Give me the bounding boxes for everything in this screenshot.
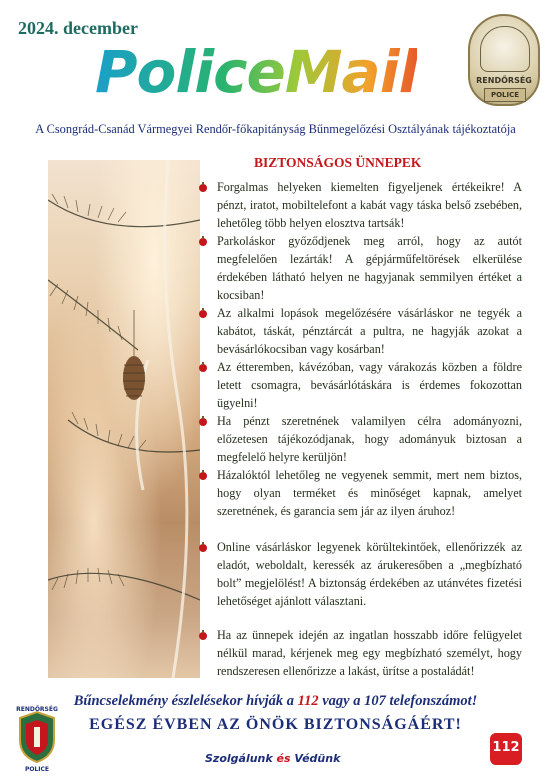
article-heading: BIZTONSÁGOS ÜNNEPEK	[254, 155, 422, 170]
shield-label: RENDŐRSÉG	[16, 706, 58, 713]
ornament-bullet-icon	[197, 234, 211, 248]
footer-motto: EGÉSZ ÉVBEN AZ ÖNÖK BIZTONSÁGÁÉRT!	[89, 716, 462, 733]
ornament-bullet-icon	[197, 468, 211, 482]
ornament-bullet-icon	[197, 180, 211, 194]
badge-crest-icon	[480, 26, 530, 72]
ornament-bullet-icon	[197, 414, 211, 428]
issue-date: 2024. december	[18, 18, 138, 38]
ornament-bullet-icon	[197, 628, 211, 642]
newsletter-subtitle: A Csongrád-Csanád Vármegyei Rendőr-főkapitányság Bűnmegelőzési Osztályának tájékoztatója	[35, 122, 516, 136]
tip-paragraph: Forgalmas helyeken kiemelten figyeljenek értékeikre! A pénzt, iratot, mobiltelefont a kabát vagy táska belső zsebében, lehetőleg több helyen elosztva tartsák!	[217, 180, 522, 230]
ornament-bullet-icon	[197, 360, 211, 374]
shield-sub-label: POLICE	[24, 766, 50, 773]
badge-label: RENDŐRSÉG	[476, 76, 532, 85]
slogan-part-b: Védünk	[290, 752, 341, 765]
ornament-bullet-icon	[197, 306, 211, 320]
tip-paragraph: Ha pénzt szeretnének valamilyen célra adományozni, előzetesen tájékozódjanak, hogy adományuk biztosan a megfelelő helyre kerüljön!	[217, 414, 522, 464]
pine-branch-illustration	[48, 160, 200, 678]
policemail-logo: PoliceMail	[95, 38, 418, 106]
pine-cone-icon	[123, 356, 145, 400]
badge-sub-label: POLICE	[484, 88, 526, 102]
tip-paragraph: Az alkalmi lopások megelőzésére vásárláskor ne tegyék a kabátot, táskát, pénztárcát a pultra, ne hagyják azokat a bevásárlókocsiban vagy kosárban!	[217, 306, 522, 356]
tip-paragraph: Online vásárláskor legyenek körültekintőek, ellenőrizzék az eladót, weboldalt, keressék az árukeresőben a „megbízható bolt” megjelölést! A biztonság érdekében az utánvétes fizetési lehetőséget ajánlott választani.	[217, 540, 522, 608]
christmas-branch-photo	[48, 160, 200, 678]
slogan-part-a: Szolgálunk	[205, 752, 277, 765]
police-shield-logo	[16, 710, 58, 764]
emergency-call-notice	[0, 693, 551, 710]
call-suffix: vagy a 107 telefonszámot!	[318, 693, 478, 709]
emergency-112-icon: 112	[490, 733, 522, 765]
tip-paragraph: Parkoláskor győződjenek meg arról, hogy az autót megfelelően lezárták! A gépjárműfeltörések elkerülése érdekében látható helyen ne hagyjanak semmilyen értéket a kocsiban!	[217, 234, 522, 302]
tip-paragraph: Az étteremben, kávézóban, vagy várakozás közben a földre letett csomagra, bevásárlótáskára is érdemes fokozottan ügyelni!	[217, 360, 522, 410]
call-prefix: Bűncselekmény észlelésekor hívják a	[73, 693, 298, 709]
slogan	[205, 752, 340, 765]
ornament-bullet-icon	[197, 540, 211, 554]
emergency-number: 112	[297, 693, 319, 709]
tip-paragraph: Ha az ünnepek idején az ingatlan hosszabb időre felügyelet nélkül marad, kérjenek meg egy megbízható személyt, hogy rendszeresen ellenőrizze a lakást, ürítse a postaládát!	[217, 628, 522, 678]
tip-paragraph: Házalóktól lehetőleg ne vegyenek semmit, mert nem biztos, hogy olyan terméket és minőséget kapnak, amelyet szeretnének, és garancia sem jár az ilyen áruhoz!	[217, 468, 522, 518]
slogan-amp: és	[276, 752, 291, 765]
police-badge-emblem	[468, 14, 540, 106]
